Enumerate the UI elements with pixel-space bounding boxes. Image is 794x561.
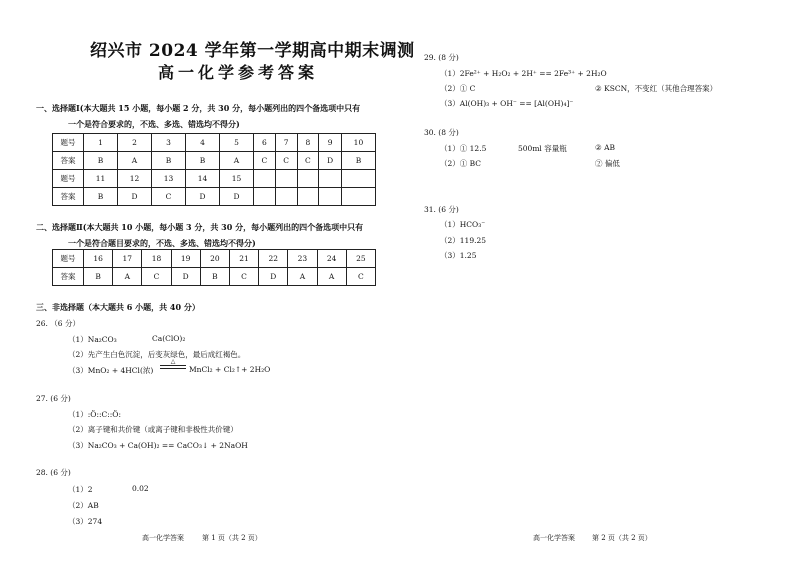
section2-heading-line1: 二、选择题Ⅱ(本大题共 10 小题，每小题 3 分，共 30 分，每小题列出的四个备选项中只有 xyxy=(36,222,364,232)
table-cell: A xyxy=(118,152,152,170)
table-cell: D xyxy=(171,268,200,286)
table-cell: C xyxy=(142,268,171,286)
table-row xyxy=(53,188,376,206)
table-cell: 4 xyxy=(186,134,220,152)
table-cell: 19 xyxy=(171,250,200,268)
q31-heading: 31. (6 分) xyxy=(424,205,459,214)
answer-table-1 xyxy=(52,133,376,206)
table-cell: 14 xyxy=(186,170,220,188)
table-cell: B xyxy=(200,268,229,286)
table-cell: D xyxy=(186,188,220,206)
table-cell: 1 xyxy=(84,134,118,152)
q27-line1: （1）:Ö::C::Ö: xyxy=(68,410,121,419)
table-cell: A xyxy=(317,268,346,286)
table-cell: 24 xyxy=(317,250,346,268)
table-cell: A xyxy=(288,268,317,286)
table-cell: C xyxy=(346,268,375,286)
table-cell xyxy=(254,188,276,206)
q28-line1b: 0.02 xyxy=(132,484,149,493)
q26-line3b: MnCl₂ + Cl₂↑+ 2H₂O xyxy=(189,365,271,374)
table-cell: B xyxy=(186,152,220,170)
table-cell: B xyxy=(84,268,113,286)
table-cell: B xyxy=(84,152,118,170)
q30-heading: 30. (8 分) xyxy=(424,128,459,137)
q26-heading: 26. （6 分） xyxy=(36,319,80,328)
q26-line1a: （1）Na₂CO₃ xyxy=(68,335,117,344)
table-cell xyxy=(297,170,319,188)
q30-line2b: ② 偏低 xyxy=(595,159,620,168)
q30-line1b: 500ml 容量瓶 xyxy=(518,144,567,153)
page-title: 绍兴市 2024 学年第一学期高中期末调测 xyxy=(90,41,415,61)
footer-left-page: 第 1 页（共 2 页） xyxy=(202,534,262,542)
table-cell: A xyxy=(113,268,142,286)
table-cell: C xyxy=(254,152,276,170)
table-cell: D xyxy=(259,268,288,286)
table-cell: 10 xyxy=(341,134,375,152)
table-cell: B xyxy=(341,152,375,170)
q26-line1b: Ca(ClO)₂ xyxy=(152,334,186,343)
table-cell-label: 答案 xyxy=(53,188,84,206)
q28-line1a: （1）2 xyxy=(68,485,93,494)
q26-line2: （2）先产生白色沉淀，后变灰绿色，最后成红褐色。 xyxy=(68,350,246,359)
table-row xyxy=(53,250,376,268)
table-cell-label: 答案 xyxy=(53,268,84,286)
table-cell: 12 xyxy=(118,170,152,188)
table-cell xyxy=(297,188,319,206)
q27-line3: （3）Na₂CO₃ + Ca(OH)₂ == CaCO₃↓ + 2NaOH xyxy=(68,441,248,450)
q29-line2a: （2）① C xyxy=(440,84,476,93)
q31-line3: （3）1.25 xyxy=(440,251,477,260)
table-cell xyxy=(341,188,375,206)
table-cell: C xyxy=(297,152,319,170)
table-cell: 17 xyxy=(113,250,142,268)
table-cell: B xyxy=(84,188,118,206)
table-cell: C xyxy=(229,268,258,286)
table-row xyxy=(53,152,376,170)
q30-line2a: （2）① BC xyxy=(440,159,482,168)
q26-line3a: （3）MnO₂ + 4HCl(浓) xyxy=(68,366,154,375)
q29-line3: （3）Al(OH)₃ + OH⁻ == [Al(OH)₄]⁻ xyxy=(440,99,574,108)
table-cell: 18 xyxy=(142,250,171,268)
table-cell-label: 题号 xyxy=(53,134,84,152)
table-cell xyxy=(275,188,297,206)
table-cell: B xyxy=(152,152,186,170)
table-cell: 2 xyxy=(118,134,152,152)
heat-symbol: △ xyxy=(170,358,176,365)
table-cell-label: 题号 xyxy=(53,170,84,188)
table-cell xyxy=(275,170,297,188)
q28-line3: （3）274 xyxy=(68,517,103,526)
table-cell: 20 xyxy=(200,250,229,268)
q28-line2: （2）AB xyxy=(68,501,99,510)
q30-line1c: ② AB xyxy=(595,143,616,152)
table-row xyxy=(53,134,376,152)
table-cell: D xyxy=(220,188,254,206)
table-cell xyxy=(341,170,375,188)
section2-heading-line2: 一个是符合题目要求的，不选、多选、错选均不得分) xyxy=(68,238,256,248)
table-cell: 11 xyxy=(84,170,118,188)
answer-table-2 xyxy=(52,249,376,286)
table-row xyxy=(53,170,376,188)
table-cell: 13 xyxy=(152,170,186,188)
q29-heading: 29. (8 分) xyxy=(424,53,459,62)
heat-condition xyxy=(160,358,186,369)
section1-heading-line2: 一个是符合要求的，不选、多选、错选均不得分) xyxy=(68,119,240,129)
table-cell: 23 xyxy=(288,250,317,268)
table-cell: 22 xyxy=(259,250,288,268)
table-cell xyxy=(254,170,276,188)
section3-heading: 三、非选择题（本大题共 6 小题，共 40 分） xyxy=(36,302,200,312)
q29-line1: （1）2Fe²⁺ + H₂O₂ + 2H⁺ == 2Fe³⁺ + 2H₂O xyxy=(440,69,607,78)
q27-line2: （2）离子键和共价键（或离子键和非极性共价键） xyxy=(68,425,238,434)
table-cell: D xyxy=(118,188,152,206)
table-cell xyxy=(319,188,342,206)
table-cell xyxy=(319,170,342,188)
equation-bar-bottom xyxy=(160,368,186,369)
table-cell-label: 题号 xyxy=(53,250,84,268)
table-cell: 9 xyxy=(319,134,342,152)
footer-left-label: 高一化学答案 xyxy=(142,534,184,542)
table-cell: 21 xyxy=(229,250,258,268)
section1-heading-line1: 一、选择题Ⅰ(本大题共 15 小题，每小题 2 分，共 30 分，每小题列出的四个备选项中只有 xyxy=(36,103,361,113)
table-cell: A xyxy=(220,152,254,170)
table-cell: 25 xyxy=(346,250,375,268)
table-cell: C xyxy=(275,152,297,170)
q31-line2: （2）119.25 xyxy=(440,236,487,245)
table-cell: 7 xyxy=(275,134,297,152)
q28-heading: 28. (6 分) xyxy=(36,468,71,477)
q27-heading: 27. (6 分) xyxy=(36,394,71,403)
table-cell: 5 xyxy=(220,134,254,152)
table-cell-label: 答案 xyxy=(53,152,84,170)
footer-right-label: 高一化学答案 xyxy=(533,534,575,542)
table-cell: 16 xyxy=(84,250,113,268)
table-cell: C xyxy=(152,188,186,206)
q31-line1: （1）HCO₃⁻ xyxy=(440,220,486,229)
q29-line2b: ② KSCN，不变红（其他合理答案） xyxy=(595,84,718,93)
table-cell: D xyxy=(319,152,342,170)
table-row xyxy=(53,268,376,286)
table-cell: 15 xyxy=(220,170,254,188)
q30-line1a: （1）① 12.5 xyxy=(440,144,487,153)
equation-bar-top xyxy=(160,365,186,366)
table-cell: 6 xyxy=(254,134,276,152)
table-cell: 3 xyxy=(152,134,186,152)
table-cell: 8 xyxy=(297,134,319,152)
footer-right-page: 第 2 页（共 2 页） xyxy=(592,534,652,542)
page-subtitle: 高一化学参考答案 xyxy=(158,63,319,82)
